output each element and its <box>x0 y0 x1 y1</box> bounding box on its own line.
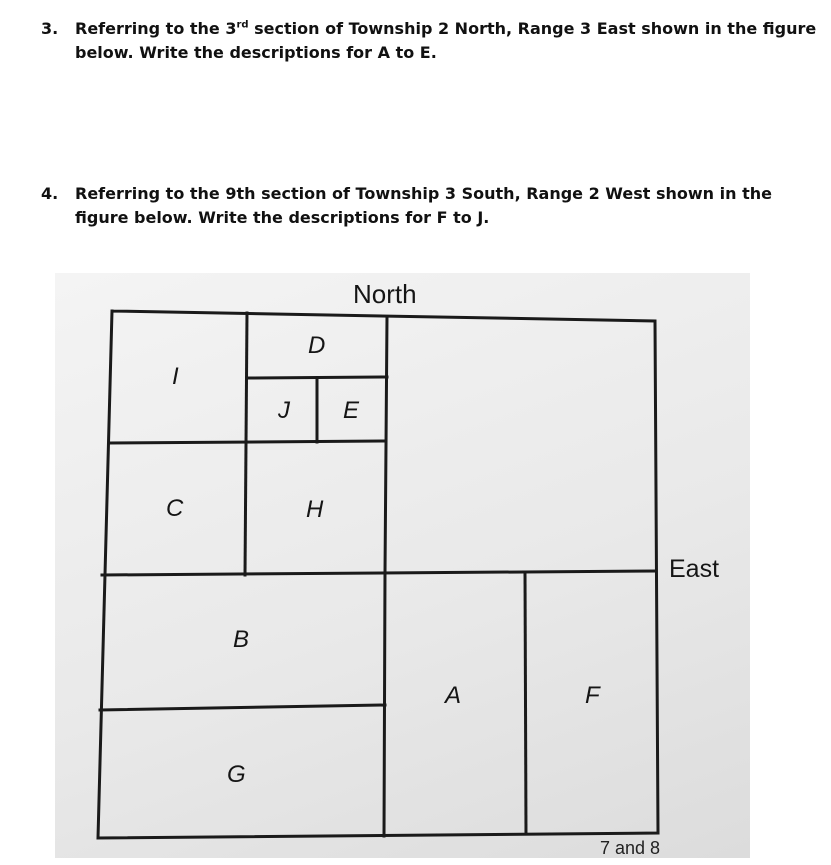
parcel-label-i: I <box>172 363 179 390</box>
superscript: rd <box>236 19 249 31</box>
parcel-b-bottom <box>100 705 385 710</box>
nw-half-line <box>110 441 385 443</box>
parcel-label-b: B <box>233 626 250 653</box>
compass-east-label: East <box>669 555 720 583</box>
question-3 <box>41 17 821 65</box>
parcel-label-j: J <box>278 397 290 424</box>
question-text: Referring to the 9th section of Township 3 South, Range 2 West shown in the figure below. Write the descriptions for F to J. <box>75 184 772 227</box>
question-4 <box>41 182 821 230</box>
quarter-line-east-west <box>102 571 656 575</box>
section-diagram <box>55 273 750 858</box>
parcel-label-g: G <box>227 761 246 788</box>
question-number: 4. <box>41 184 59 203</box>
parcel-label-a: A <box>445 682 462 709</box>
cut-off-text: 7 and 8 <box>600 838 661 858</box>
question-text: Referring to the 3rd section of Township 2 North, Range 3 East shown in the figure below. Write the descriptions for A to E. <box>75 19 817 62</box>
parcel-a-f-divider <box>525 572 526 834</box>
parcel-label-c: C <box>166 495 184 522</box>
parcel-label-h: H <box>306 496 324 523</box>
nw-quarter-divider <box>245 313 247 575</box>
parcel-label-f: F <box>585 682 600 709</box>
question-number: 3. <box>41 19 59 38</box>
parcel-label-e: E <box>343 397 360 424</box>
compass-north-label: North <box>353 279 417 309</box>
parcel-label-d: D <box>308 332 326 359</box>
section-figure <box>55 273 750 858</box>
quarter-line-north-south-upper <box>385 317 387 573</box>
